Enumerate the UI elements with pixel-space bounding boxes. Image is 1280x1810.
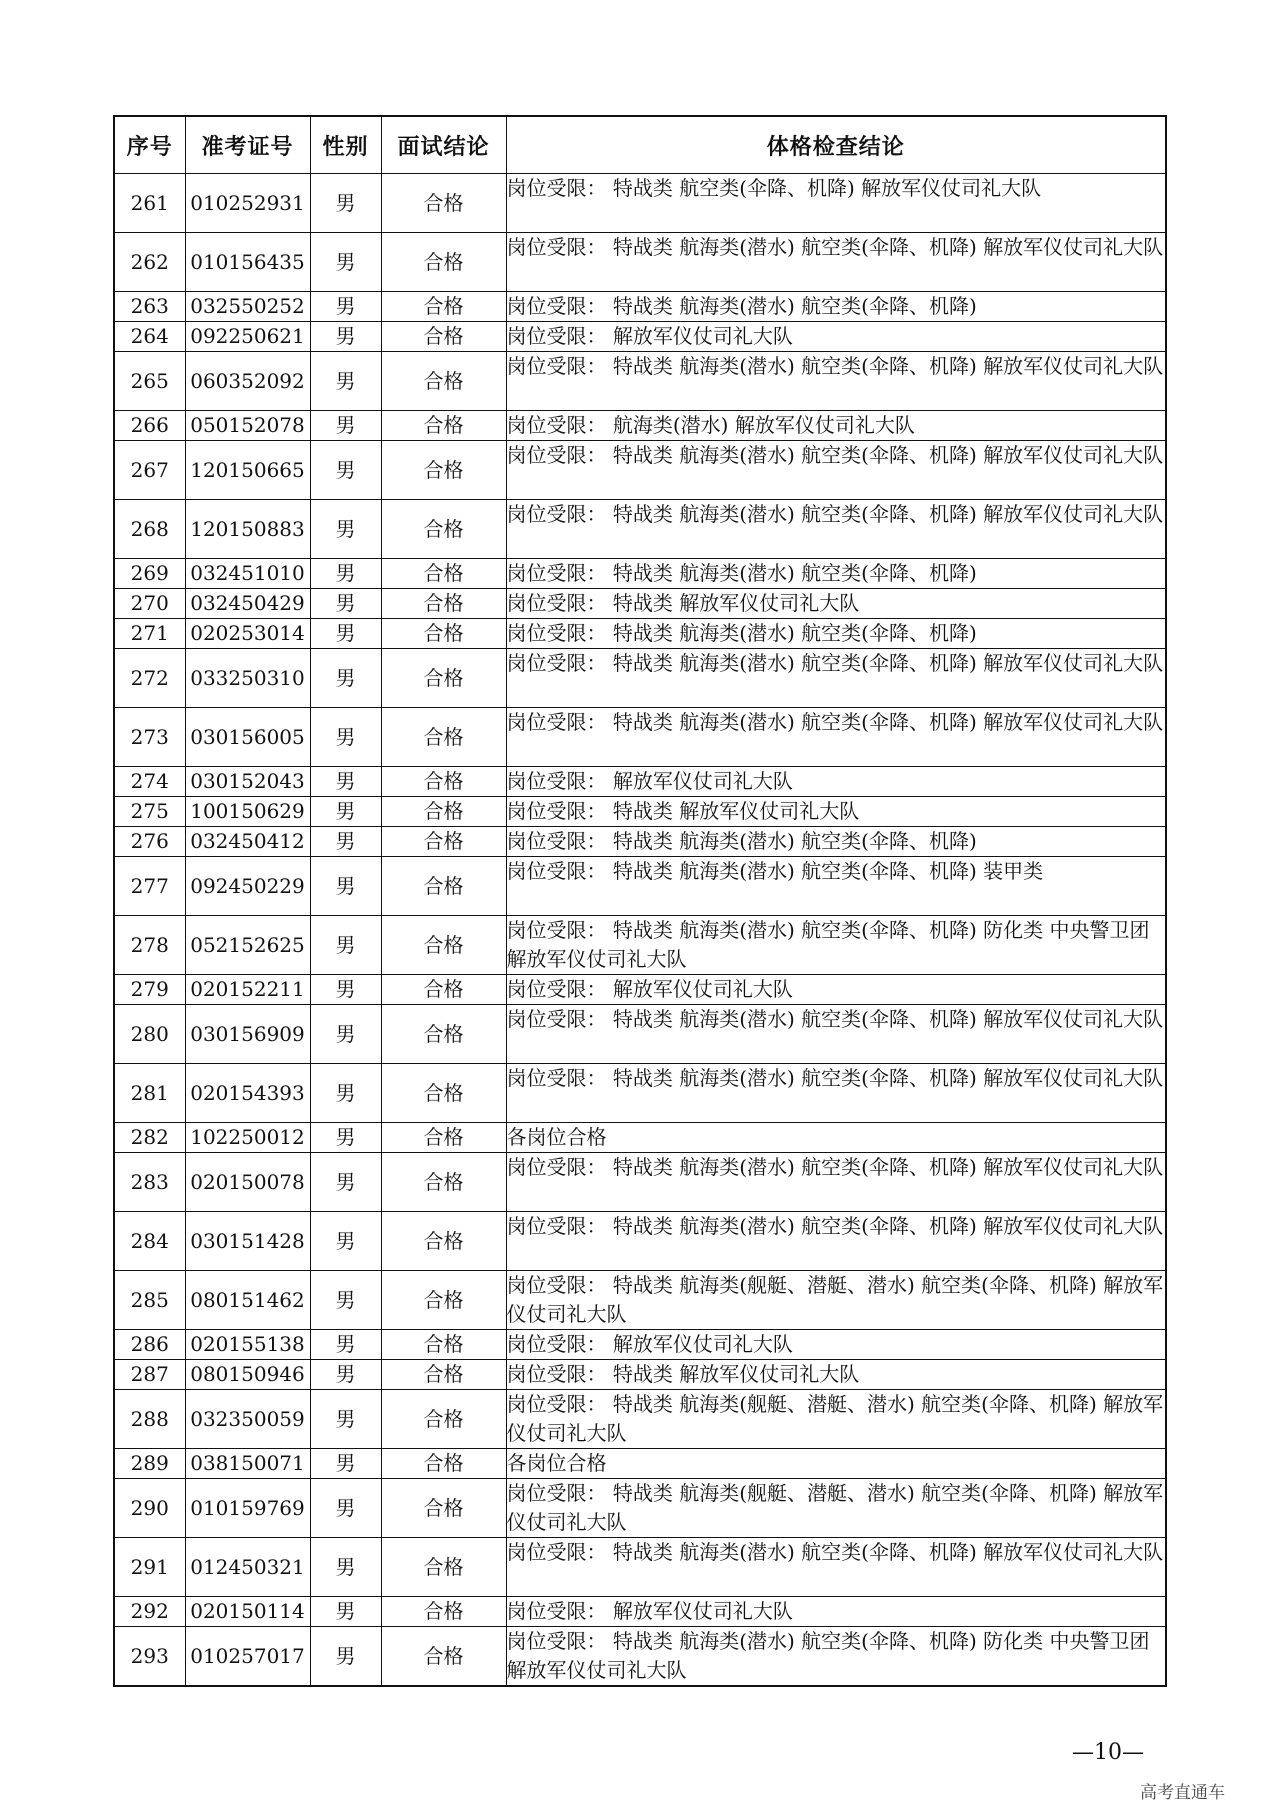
cell-gender: 男 [310, 975, 381, 1005]
cell-gender: 男 [310, 559, 381, 589]
cell-gender: 男 [310, 1064, 381, 1123]
cell-ticket-number: 032451010 [185, 559, 310, 589]
cell-interview-result: 合格 [381, 1064, 506, 1123]
cell-interview-result: 合格 [381, 916, 506, 975]
cell-seq: 286 [114, 1330, 185, 1360]
cell-seq: 288 [114, 1390, 185, 1449]
cell-ticket-number: 120150883 [185, 500, 310, 559]
table-row [114, 708, 1166, 767]
cell-ticket-number: 020155138 [185, 1330, 310, 1360]
cell-ticket-number: 030151428 [185, 1212, 310, 1271]
cell-interview-result: 合格 [381, 322, 506, 352]
cell-gender: 男 [310, 1212, 381, 1271]
cell-interview-result: 合格 [381, 1538, 506, 1597]
cell-gender: 男 [310, 1597, 381, 1627]
cell-physical-result: 岗位受限： 特战类 航海类(潜水) 航空类(伞降、机降) 解放军仪仗司礼大队 [506, 649, 1166, 708]
cell-interview-result: 合格 [381, 1449, 506, 1479]
table-row [114, 619, 1166, 649]
cell-gender: 男 [310, 708, 381, 767]
cell-gender: 男 [310, 1123, 381, 1153]
cell-ticket-number: 020150114 [185, 1597, 310, 1627]
cell-interview-result: 合格 [381, 292, 506, 322]
cell-gender: 男 [310, 797, 381, 827]
cell-physical-result: 各岗位合格 [506, 1449, 1166, 1479]
cell-ticket-number: 010252931 [185, 174, 310, 233]
cell-interview-result: 合格 [381, 1390, 506, 1449]
cell-seq: 274 [114, 767, 185, 797]
table-row [114, 1212, 1166, 1271]
cell-interview-result: 合格 [381, 1271, 506, 1330]
header-physical: 体格检查结论 [506, 116, 1166, 174]
cell-seq: 267 [114, 441, 185, 500]
cell-interview-result: 合格 [381, 441, 506, 500]
cell-physical-result: 岗位受限： 特战类 航海类(舰艇、潜艇、潜水) 航空类(伞降、机降) 解放军仪仗司礼大队 [506, 1271, 1166, 1330]
table-row [114, 1271, 1166, 1330]
cell-seq: 271 [114, 619, 185, 649]
cell-seq: 287 [114, 1360, 185, 1390]
cell-interview-result: 合格 [381, 1153, 506, 1212]
cell-interview-result: 合格 [381, 827, 506, 857]
cell-physical-result: 岗位受限： 特战类 航海类(潜水) 航空类(伞降、机降) 解放军仪仗司礼大队 [506, 441, 1166, 500]
table-row [114, 411, 1166, 441]
header-gender: 性别 [310, 116, 381, 174]
cell-physical-result: 岗位受限： 特战类 航海类(潜水) 航空类(伞降、机降) [506, 559, 1166, 589]
cell-physical-result: 岗位受限： 特战类 航海类(潜水) 航空类(伞降、机降) 解放军仪仗司礼大队 [506, 1064, 1166, 1123]
cell-seq: 281 [114, 1064, 185, 1123]
cell-interview-result: 合格 [381, 559, 506, 589]
cell-gender: 男 [310, 352, 381, 411]
cell-physical-result: 岗位受限： 特战类 航海类(潜水) 航空类(伞降、机降) 装甲类 [506, 857, 1166, 916]
table-row [114, 649, 1166, 708]
cell-gender: 男 [310, 411, 381, 441]
cell-physical-result: 岗位受限： 特战类 航海类(潜水) 航空类(伞降、机降) [506, 292, 1166, 322]
cell-ticket-number: 020253014 [185, 619, 310, 649]
table-row [114, 322, 1166, 352]
cell-physical-result: 岗位受限： 特战类 航海类(潜水) 航空类(伞降、机降) 解放军仪仗司礼大队 [506, 500, 1166, 559]
cell-seq: 282 [114, 1123, 185, 1153]
cell-seq: 273 [114, 708, 185, 767]
cell-interview-result: 合格 [381, 1123, 506, 1153]
table-row [114, 1597, 1166, 1627]
cell-seq: 262 [114, 233, 185, 292]
cell-interview-result: 合格 [381, 1479, 506, 1538]
cell-ticket-number: 033250310 [185, 649, 310, 708]
table-row [114, 589, 1166, 619]
cell-gender: 男 [310, 1360, 381, 1390]
cell-physical-result: 岗位受限： 特战类 航海类(舰艇、潜艇、潜水) 航空类(伞降、机降) 解放军仪仗司礼大队 [506, 1390, 1166, 1449]
cell-physical-result: 岗位受限： 特战类 航海类(潜水) 航空类(伞降、机降) 解放军仪仗司礼大队 [506, 708, 1166, 767]
cell-seq: 268 [114, 500, 185, 559]
cell-physical-result: 岗位受限： 解放军仪仗司礼大队 [506, 1330, 1166, 1360]
table-row [114, 174, 1166, 233]
cell-interview-result: 合格 [381, 1597, 506, 1627]
cell-seq: 291 [114, 1538, 185, 1597]
cell-interview-result: 合格 [381, 1005, 506, 1064]
table-row [114, 352, 1166, 411]
table-row [114, 1064, 1166, 1123]
cell-ticket-number: 010159769 [185, 1479, 310, 1538]
table-row [114, 1449, 1166, 1479]
cell-gender: 男 [310, 1627, 381, 1687]
cell-ticket-number: 020150078 [185, 1153, 310, 1212]
cell-ticket-number: 080151462 [185, 1271, 310, 1330]
cell-gender: 男 [310, 1005, 381, 1064]
cell-physical-result: 岗位受限： 特战类 航海类(潜水) 航空类(伞降、机降) 解放军仪仗司礼大队 [506, 1153, 1166, 1212]
results-table [113, 115, 1167, 1687]
cell-gender: 男 [310, 500, 381, 559]
cell-ticket-number: 032350059 [185, 1390, 310, 1449]
cell-interview-result: 合格 [381, 1627, 506, 1687]
cell-interview-result: 合格 [381, 1330, 506, 1360]
cell-physical-result: 岗位受限： 解放军仪仗司礼大队 [506, 1597, 1166, 1627]
cell-seq: 285 [114, 1271, 185, 1330]
cell-interview-result: 合格 [381, 619, 506, 649]
cell-seq: 265 [114, 352, 185, 411]
cell-ticket-number: 100150629 [185, 797, 310, 827]
table-row [114, 797, 1166, 827]
cell-ticket-number: 092450229 [185, 857, 310, 916]
cell-gender: 男 [310, 649, 381, 708]
cell-ticket-number: 020152211 [185, 975, 310, 1005]
cell-physical-result: 岗位受限： 特战类 航海类(潜水) 航空类(伞降、机降) [506, 619, 1166, 649]
cell-seq: 264 [114, 322, 185, 352]
cell-interview-result: 合格 [381, 649, 506, 708]
cell-gender: 男 [310, 767, 381, 797]
cell-seq: 269 [114, 559, 185, 589]
cell-interview-result: 合格 [381, 352, 506, 411]
header-seq: 序号 [114, 116, 185, 174]
cell-seq: 270 [114, 589, 185, 619]
table-row [114, 500, 1166, 559]
cell-gender: 男 [310, 174, 381, 233]
cell-physical-result: 岗位受限： 特战类 航海类(潜水) 航空类(伞降、机降) 防化类 中央警卫团 解放军仪仗司礼大队 [506, 1627, 1166, 1687]
cell-interview-result: 合格 [381, 500, 506, 559]
cell-gender: 男 [310, 292, 381, 322]
cell-physical-result: 岗位受限： 特战类 航空类(伞降、机降) 解放军仪仗司礼大队 [506, 174, 1166, 233]
cell-ticket-number: 020154393 [185, 1064, 310, 1123]
table-row [114, 916, 1166, 975]
header-ticket: 准考证号 [185, 116, 310, 174]
cell-ticket-number: 030156005 [185, 708, 310, 767]
cell-physical-result: 岗位受限： 特战类 航海类(潜水) 航空类(伞降、机降) 解放军仪仗司礼大队 [506, 233, 1166, 292]
cell-ticket-number: 032550252 [185, 292, 310, 322]
table-row [114, 975, 1166, 1005]
cell-interview-result: 合格 [381, 857, 506, 916]
cell-interview-result: 合格 [381, 233, 506, 292]
cell-physical-result: 岗位受限： 特战类 解放军仪仗司礼大队 [506, 1360, 1166, 1390]
cell-ticket-number: 030152043 [185, 767, 310, 797]
table-row [114, 827, 1166, 857]
table-row [114, 1123, 1166, 1153]
cell-physical-result: 岗位受限： 特战类 航海类(潜水) 航空类(伞降、机降) 解放军仪仗司礼大队 [506, 1538, 1166, 1597]
table-row [114, 857, 1166, 916]
cell-seq: 276 [114, 827, 185, 857]
cell-gender: 男 [310, 233, 381, 292]
table-row [114, 1479, 1166, 1538]
cell-seq: 284 [114, 1212, 185, 1271]
cell-physical-result: 岗位受限： 特战类 航海类(潜水) 航空类(伞降、机降) [506, 827, 1166, 857]
table-row [114, 441, 1166, 500]
cell-physical-result: 岗位受限： 特战类 航海类(舰艇、潜艇、潜水) 航空类(伞降、机降) 解放军仪仗司礼大队 [506, 1479, 1166, 1538]
cell-ticket-number: 120150665 [185, 441, 310, 500]
cell-physical-result: 岗位受限： 航海类(潜水) 解放军仪仗司礼大队 [506, 411, 1166, 441]
cell-physical-result: 岗位受限： 解放军仪仗司礼大队 [506, 322, 1166, 352]
cell-ticket-number: 032450412 [185, 827, 310, 857]
cell-gender: 男 [310, 1330, 381, 1360]
cell-gender: 男 [310, 619, 381, 649]
cell-gender: 男 [310, 857, 381, 916]
cell-ticket-number: 060352092 [185, 352, 310, 411]
cell-ticket-number: 080150946 [185, 1360, 310, 1390]
cell-ticket-number: 032450429 [185, 589, 310, 619]
table-row [114, 233, 1166, 292]
cell-seq: 289 [114, 1449, 185, 1479]
cell-physical-result: 岗位受限： 特战类 航海类(潜水) 航空类(伞降、机降) 防化类 中央警卫团 解放军仪仗司礼大队 [506, 916, 1166, 975]
cell-ticket-number: 052152625 [185, 916, 310, 975]
cell-seq: 293 [114, 1627, 185, 1687]
table-row [114, 1538, 1166, 1597]
cell-gender: 男 [310, 916, 381, 975]
cell-ticket-number: 102250012 [185, 1123, 310, 1153]
cell-ticket-number: 092250621 [185, 322, 310, 352]
cell-interview-result: 合格 [381, 1360, 506, 1390]
cell-interview-result: 合格 [381, 1212, 506, 1271]
cell-interview-result: 合格 [381, 797, 506, 827]
cell-gender: 男 [310, 1153, 381, 1212]
cell-gender: 男 [310, 1538, 381, 1597]
cell-physical-result: 岗位受限： 解放军仪仗司礼大队 [506, 975, 1166, 1005]
table-row [114, 559, 1166, 589]
cell-physical-result: 岗位受限： 特战类 航海类(潜水) 航空类(伞降、机降) 解放军仪仗司礼大队 [506, 1005, 1166, 1064]
cell-interview-result: 合格 [381, 708, 506, 767]
cell-ticket-number: 010156435 [185, 233, 310, 292]
cell-physical-result: 各岗位合格 [506, 1123, 1166, 1153]
cell-seq: 261 [114, 174, 185, 233]
cell-gender: 男 [310, 589, 381, 619]
cell-gender: 男 [310, 322, 381, 352]
cell-physical-result: 岗位受限： 特战类 解放军仪仗司礼大队 [506, 589, 1166, 619]
page-number: —10— [1072, 1740, 1144, 1765]
cell-physical-result: 岗位受限： 特战类 航海类(潜水) 航空类(伞降、机降) 解放军仪仗司礼大队 [506, 1212, 1166, 1271]
cell-seq: 266 [114, 411, 185, 441]
cell-ticket-number: 010257017 [185, 1627, 310, 1687]
table-row [114, 1005, 1166, 1064]
cell-ticket-number: 012450321 [185, 1538, 310, 1597]
table-row [114, 1627, 1166, 1687]
table-row [114, 1153, 1166, 1212]
cell-interview-result: 合格 [381, 589, 506, 619]
table-row [114, 292, 1166, 322]
table-body [114, 174, 1166, 1687]
cell-gender: 男 [310, 827, 381, 857]
cell-ticket-number: 038150071 [185, 1449, 310, 1479]
cell-interview-result: 合格 [381, 767, 506, 797]
cell-ticket-number: 050152078 [185, 411, 310, 441]
cell-seq: 280 [114, 1005, 185, 1064]
cell-seq: 283 [114, 1153, 185, 1212]
cell-seq: 278 [114, 916, 185, 975]
cell-physical-result: 岗位受限： 特战类 解放军仪仗司礼大队 [506, 797, 1166, 827]
cell-seq: 292 [114, 1597, 185, 1627]
cell-seq: 263 [114, 292, 185, 322]
header-row [114, 116, 1166, 174]
table-row [114, 1360, 1166, 1390]
cell-seq: 277 [114, 857, 185, 916]
cell-interview-result: 合格 [381, 975, 506, 1005]
cell-interview-result: 合格 [381, 174, 506, 233]
cell-seq: 275 [114, 797, 185, 827]
cell-gender: 男 [310, 1390, 381, 1449]
cell-gender: 男 [310, 1479, 381, 1538]
header-interview: 面试结论 [381, 116, 506, 174]
cell-gender: 男 [310, 441, 381, 500]
cell-gender: 男 [310, 1449, 381, 1479]
cell-ticket-number: 030156909 [185, 1005, 310, 1064]
cell-gender: 男 [310, 1271, 381, 1330]
cell-seq: 279 [114, 975, 185, 1005]
cell-physical-result: 岗位受限： 特战类 航海类(潜水) 航空类(伞降、机降) 解放军仪仗司礼大队 [506, 352, 1166, 411]
cell-interview-result: 合格 [381, 411, 506, 441]
table-row [114, 1390, 1166, 1449]
watermark-text: 高考直通车 [1140, 1783, 1225, 1803]
cell-physical-result: 岗位受限： 解放军仪仗司礼大队 [506, 767, 1166, 797]
cell-seq: 290 [114, 1479, 185, 1538]
table-row [114, 767, 1166, 797]
cell-seq: 272 [114, 649, 185, 708]
table-row [114, 1330, 1166, 1360]
